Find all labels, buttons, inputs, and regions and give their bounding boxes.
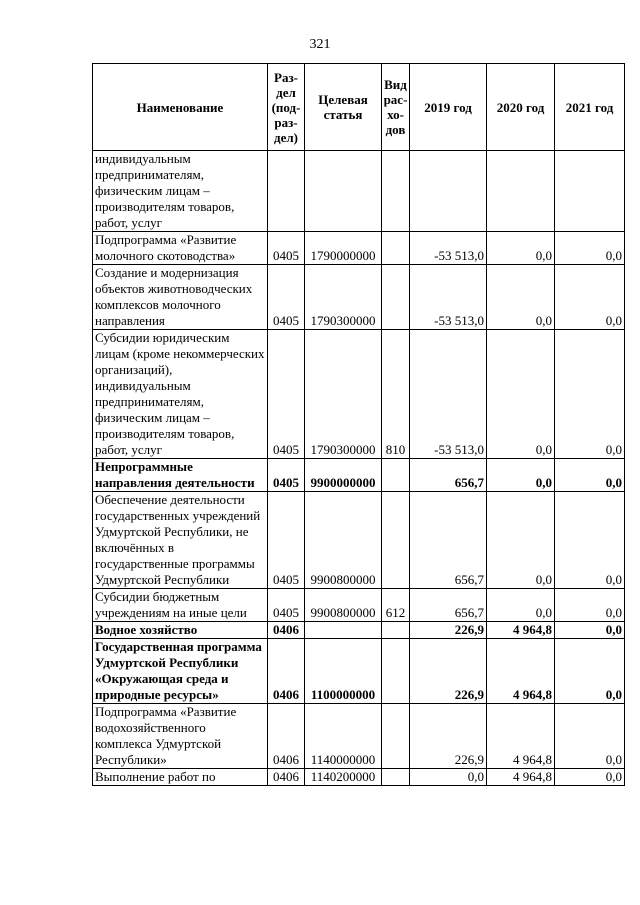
cell-target: 1100000000 xyxy=(305,639,382,704)
cell-section: 0406 xyxy=(268,704,305,769)
table-row xyxy=(93,704,625,769)
cell-2021: 0,0 xyxy=(555,639,625,704)
cell-name: индивидуальным предпринимателям, физическим лицам – производителям товаров, работ, услуг xyxy=(93,151,268,232)
cell-expense-type xyxy=(382,769,410,786)
table-row xyxy=(93,232,625,265)
header-target: Целевая статья xyxy=(305,64,382,151)
cell-name: Субсидии бюджетным учреждениям на иные цели xyxy=(93,589,268,622)
cell-expense-type xyxy=(382,265,410,330)
cell-section xyxy=(268,151,305,232)
cell-2019: -53 513,0 xyxy=(410,232,487,265)
table-row xyxy=(93,639,625,704)
table-row xyxy=(93,769,625,786)
table-row xyxy=(93,265,625,330)
cell-2020: 0,0 xyxy=(487,589,555,622)
cell-expense-type xyxy=(382,492,410,589)
table-row xyxy=(93,492,625,589)
cell-target: 9900800000 xyxy=(305,492,382,589)
page-number: 321 xyxy=(309,37,331,52)
cell-expense-type xyxy=(382,459,410,492)
table-row xyxy=(93,589,625,622)
cell-2019: 0,0 xyxy=(410,769,487,786)
cell-expense-type xyxy=(382,639,410,704)
cell-2021: 0,0 xyxy=(555,704,625,769)
cell-target: 1140200000 xyxy=(305,769,382,786)
cell-target xyxy=(305,151,382,232)
cell-name: Создание и модернизация объектов животноводческих комплексов молочного направления xyxy=(93,265,268,330)
table-row xyxy=(93,459,625,492)
cell-2020: 4 964,8 xyxy=(487,704,555,769)
table-body xyxy=(93,151,625,786)
header-2021: 2021 год xyxy=(555,64,625,151)
cell-name: Непрограммные направления деятельности xyxy=(93,459,268,492)
cell-2020: 0,0 xyxy=(487,459,555,492)
cell-2021: 0,0 xyxy=(555,622,625,639)
cell-section: 0405 xyxy=(268,589,305,622)
cell-2019: 226,9 xyxy=(410,639,487,704)
cell-2019 xyxy=(410,151,487,232)
budget-table xyxy=(92,63,625,786)
cell-2021 xyxy=(555,151,625,232)
cell-2021: 0,0 xyxy=(555,265,625,330)
cell-2019: 656,7 xyxy=(410,589,487,622)
cell-expense-type: 810 xyxy=(382,330,410,459)
cell-section: 0406 xyxy=(268,622,305,639)
cell-target: 1790300000 xyxy=(305,265,382,330)
table-row xyxy=(93,622,625,639)
cell-2021: 0,0 xyxy=(555,769,625,786)
cell-2019: -53 513,0 xyxy=(410,330,487,459)
cell-name: Субсидии юридическим лицам (кроме некоммерческих организаций), индивидуальным предпринимателям, физическим лицам – производителям товаров, работ, услуг xyxy=(93,330,268,459)
cell-target: 9900800000 xyxy=(305,589,382,622)
cell-section: 0406 xyxy=(268,769,305,786)
cell-section: 0405 xyxy=(268,232,305,265)
cell-2020: 0,0 xyxy=(487,265,555,330)
cell-target: 1140000000 xyxy=(305,704,382,769)
cell-target: 1790300000 xyxy=(305,330,382,459)
cell-section: 0405 xyxy=(268,492,305,589)
header-2020: 2020 год xyxy=(487,64,555,151)
cell-name: Подпрограмма «Развитие водохозяйственного комплекса Удмуртской Республики» xyxy=(93,704,268,769)
cell-2021: 0,0 xyxy=(555,330,625,459)
header-name: Наименование xyxy=(93,64,268,151)
header-section: Раз-дел (под-раз-дел) xyxy=(268,64,305,151)
cell-2020: 0,0 xyxy=(487,232,555,265)
cell-section: 0406 xyxy=(268,639,305,704)
cell-name: Обеспечение деятельности государственных учреждений Удмуртской Республики, не включённых в государственные программы Удмуртской Республики xyxy=(93,492,268,589)
cell-2021: 0,0 xyxy=(555,492,625,589)
cell-2021: 0,0 xyxy=(555,459,625,492)
cell-section: 0405 xyxy=(268,265,305,330)
table-header-row xyxy=(93,64,625,151)
cell-2020: 0,0 xyxy=(487,330,555,459)
cell-name: Подпрограмма «Развитие молочного скотоводства» xyxy=(93,232,268,265)
cell-2021: 0,0 xyxy=(555,232,625,265)
cell-expense-type xyxy=(382,622,410,639)
table-row xyxy=(93,151,625,232)
cell-expense-type xyxy=(382,151,410,232)
cell-2020 xyxy=(487,151,555,232)
cell-2020: 4 964,8 xyxy=(487,622,555,639)
cell-2019: -53 513,0 xyxy=(410,265,487,330)
cell-2020: 4 964,8 xyxy=(487,639,555,704)
cell-expense-type: 612 xyxy=(382,589,410,622)
cell-name: Водное хозяйство xyxy=(93,622,268,639)
cell-target xyxy=(305,622,382,639)
cell-2019: 656,7 xyxy=(410,459,487,492)
cell-2019: 226,9 xyxy=(410,622,487,639)
cell-section: 0405 xyxy=(268,330,305,459)
cell-2021: 0,0 xyxy=(555,589,625,622)
cell-2019: 226,9 xyxy=(410,704,487,769)
cell-2019: 656,7 xyxy=(410,492,487,589)
cell-2020: 4 964,8 xyxy=(487,769,555,786)
cell-section: 0405 xyxy=(268,459,305,492)
cell-target: 9900000000 xyxy=(305,459,382,492)
cell-name: Государственная программа Удмуртской Республики «Окружающая среда и природные ресурсы» xyxy=(93,639,268,704)
cell-expense-type xyxy=(382,704,410,769)
header-2019: 2019 год xyxy=(410,64,487,151)
cell-expense-type xyxy=(382,232,410,265)
header-expense-type: Вид рас-хо-дов xyxy=(382,64,410,151)
cell-2020: 0,0 xyxy=(487,492,555,589)
cell-name: Выполнение работ по xyxy=(93,769,268,786)
cell-target: 1790000000 xyxy=(305,232,382,265)
table-row xyxy=(93,330,625,459)
